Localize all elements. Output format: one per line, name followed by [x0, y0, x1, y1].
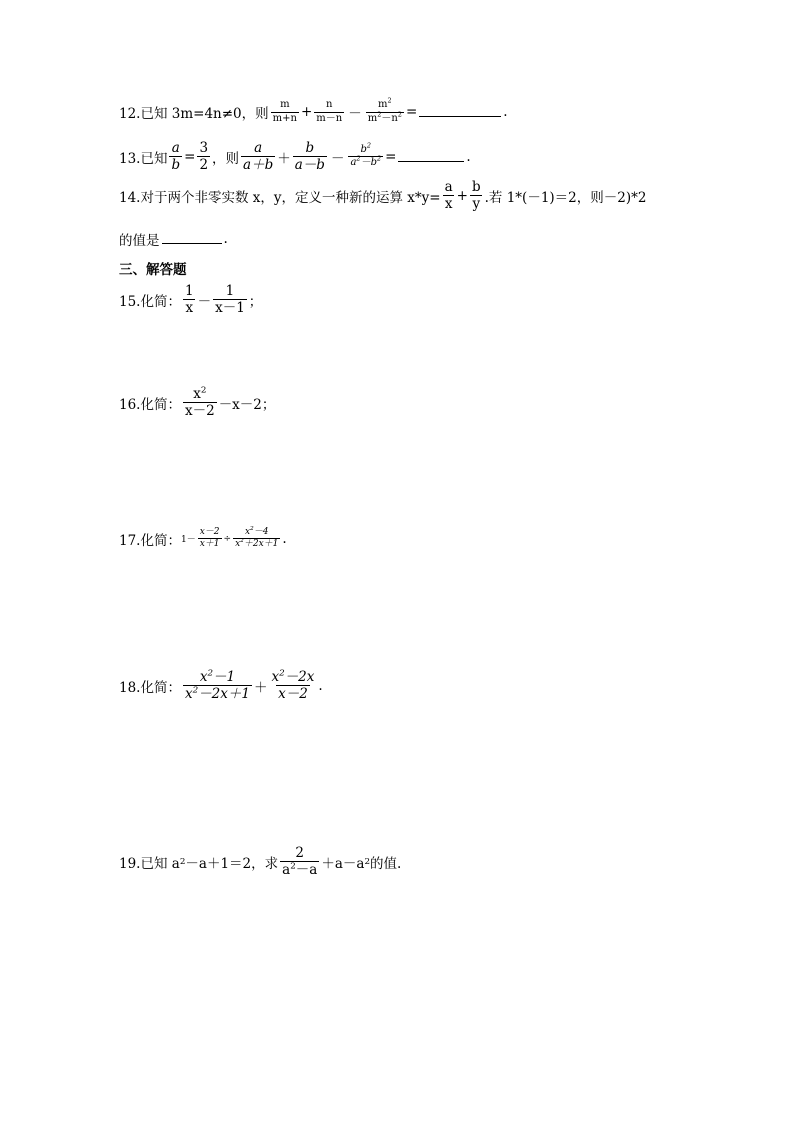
q12-minus: － — [348, 106, 362, 122]
q13-answer-blank[interactable] — [398, 160, 464, 162]
q17-label: 17.化简： — [119, 532, 181, 549]
q14-condition: .若 1*(－1)＝2，则－2)*2 — [484, 189, 647, 206]
question-14: 14.对于两个非零实数 x，y，定义一种新的运算 x*y= $\frac{a}{x}$ + $\frac{b}{y}$ .若 1*(－1)＝2，则－2)*2 — [119, 179, 647, 213]
question-13: 13.已知 $\frac{a}{b}$ = $\frac{3}{2}$ ，则 $\frac{a}{a+b}$ ＋ $\frac{b}{a-b}$ － $\frac{b^2}{a^2-b^2}$ = . — [119, 140, 471, 174]
question-19: 19.已知 a 2 －a＋1＝2，求 $\frac{2}{a^2-a}$ ＋a－a 2 的值. — [119, 845, 402, 879]
q13-fraction-3: $\frac{b^2}{a^2-b^2}$ — [350, 141, 382, 169]
q12-fraction-3: $\frac{m^2}{m^2-n^2}$ — [367, 96, 402, 124]
question-17: 17.化简： 1－ $\frac{x-2}{x+1}$ ÷ $\frac{x^2-4}{x^2+2x+1}$ . — [119, 526, 287, 550]
q18-fraction-1: $\frac{x^2-1}{x^2-2x+1}$ — [184, 668, 250, 703]
q12-fraction-1: $\frac{m}{m+n}$ — [272, 99, 297, 124]
q19-label: 19.已知 a — [119, 855, 180, 872]
question-15: 15.化简： $\frac{1}{x}$ － $\frac{1}{x-1}$ ； — [119, 283, 263, 317]
q12-equals: = — [405, 104, 418, 120]
q14-fraction-1: $\frac{a}{x}$ — [444, 179, 453, 213]
q13-given-fraction: $\frac{a}{b}$ — [171, 140, 181, 174]
q18-fraction-2: $\frac{x^2-2x}{x-2}$ — [271, 668, 315, 703]
q15-fraction-2: $\frac{1}{x-1}$ — [215, 283, 245, 317]
q14-answer-blank[interactable] — [162, 242, 222, 244]
question-16: 16.化简： $\frac{x^2}{x-2}$ －x－2； — [119, 385, 276, 420]
q12-fraction-2: $\frac{n}{m-n}$ — [316, 99, 343, 124]
q17-fraction-1: $\frac{x-2}{x+1}$ — [199, 527, 220, 550]
q13-fraction-2: $\frac{b}{a-b}$ — [294, 140, 325, 174]
question-14-line-2: 的值是 . — [119, 231, 228, 249]
q14-label: 14.对于两个非零实数 x，y，定义一种新的运算 x*y= — [119, 189, 441, 206]
q12-label: 12.已知 3m=4n≠0，则 — [119, 106, 269, 122]
q13-fraction-1: $\frac{a}{a+b}$ — [243, 140, 274, 174]
q19-fraction: $\frac{2}{a^2-a}$ — [282, 845, 318, 879]
q13-label: 13.已知 — [119, 150, 168, 167]
q14-fraction-2: $\frac{b}{y}$ — [471, 179, 481, 213]
q12-answer-blank[interactable] — [419, 115, 501, 117]
question-12: 12.已知 3m=4n≠0，则 $\frac{m}{m+n}$ + $\frac{n}{m-n}$ － $\frac{m^2}{m^2-n^2}$ = . — [119, 96, 508, 124]
q17-fraction-2: $\frac{x^2-4}{x^2+2x+1}$ — [235, 526, 279, 550]
q15-fraction-1: $\frac{1}{x}$ — [184, 283, 194, 317]
q12-plus: + — [300, 104, 313, 120]
section-heading: 三、解答题 — [119, 262, 187, 278]
q18-label: 18.化简： — [119, 679, 181, 696]
q16-fraction: $\frac{x^2}{x-2}$ — [184, 385, 215, 420]
q13-given-value: $\frac{3}{2}$ — [199, 140, 209, 174]
q16-label: 16.化简： — [119, 396, 181, 413]
question-18: 18.化简： $\frac{x^2-1}{x^2-2x+1}$ ＋ $\frac{x^2-2x}{x-2}$ . — [119, 668, 323, 703]
q15-label: 15.化简： — [119, 293, 181, 310]
